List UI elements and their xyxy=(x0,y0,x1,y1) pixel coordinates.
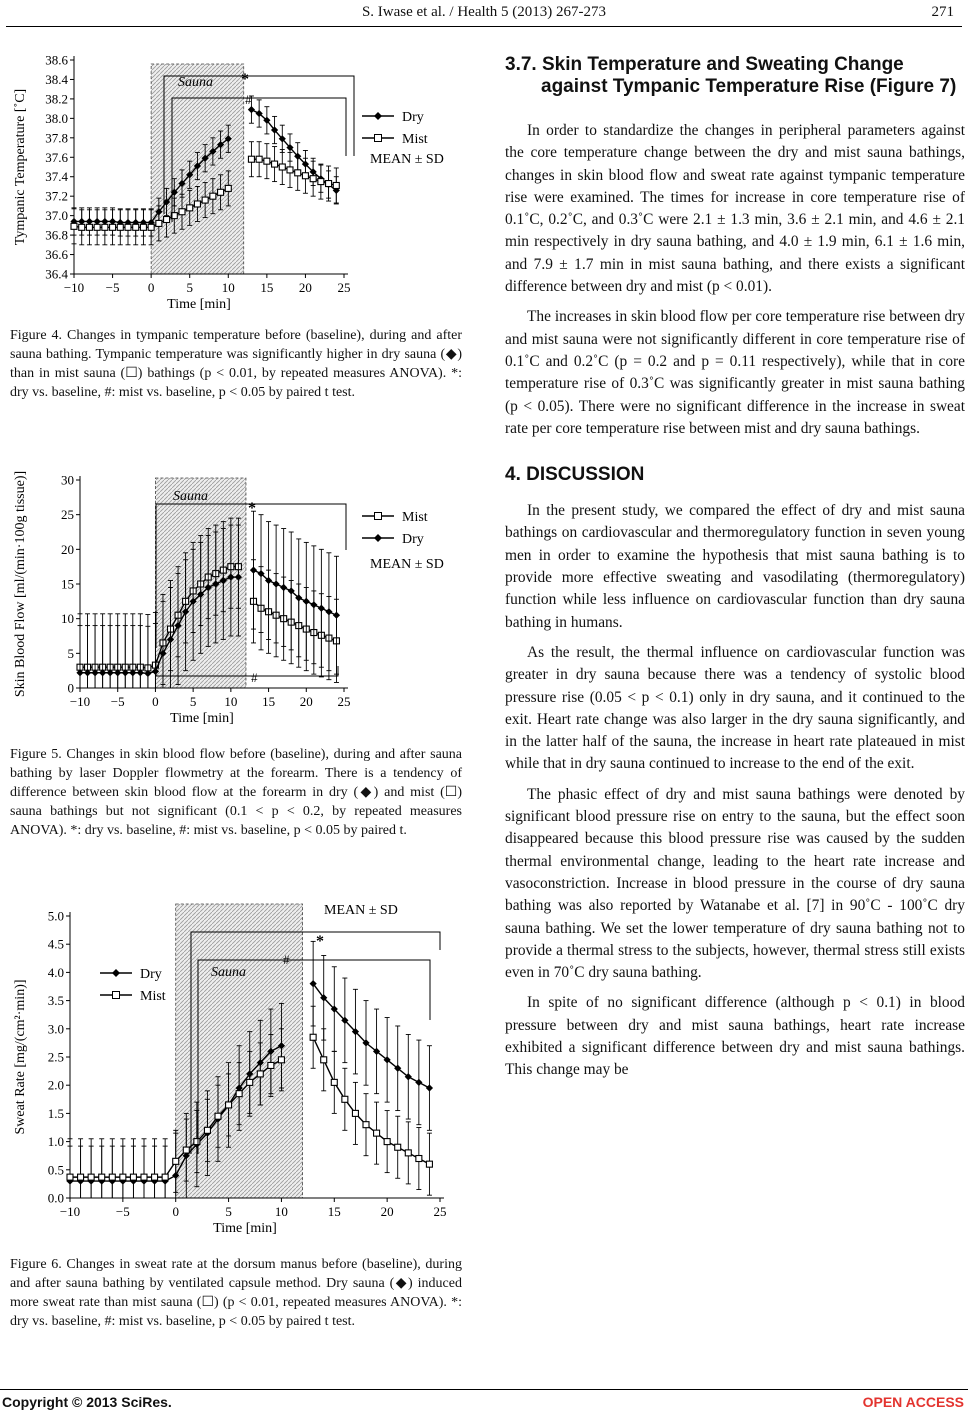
legend xyxy=(362,510,444,572)
legend-label: Mist xyxy=(140,989,166,1004)
data-point xyxy=(215,1113,221,1119)
x-tick-label: −10 xyxy=(63,280,85,295)
data-point xyxy=(125,224,131,230)
paragraph-discussion-2: As the result, the thermal influence on cardiovascular function was greater in dry sauna because there was a tendency of systolic blood pressure rise (0.05 < p < 0.1) only in dry sauna, and it continued to the exit. Heart rate change was also larger in the dry sauna significantly, and in the latter half of the sauna, the increase in heart rate plateaued in mist while that in dry sauna continued to increase to the end of the exit. xyxy=(505,643,965,773)
figure-5 xyxy=(8,460,468,732)
x-tick-label: 25 xyxy=(337,280,351,295)
header-rule xyxy=(6,26,962,27)
data-point xyxy=(325,608,332,615)
data-point xyxy=(268,1062,274,1068)
x-tick-label: 5 xyxy=(225,1204,232,1219)
x-axis-label: Time [min] xyxy=(167,297,231,312)
data-point xyxy=(405,1150,411,1156)
x-tick-label: 5 xyxy=(186,280,193,295)
data-point xyxy=(326,181,332,187)
figure-6 xyxy=(8,884,468,1246)
data-point xyxy=(194,1139,200,1145)
paragraph-3-7-b: The increases in skin blood flow per core temperature rise between dry and mist sauna were not significantly different in core temperature rise of 0.1˚C and 0.2˚C (p = 0.2 and p = 0.11 respectively), while that in core temperature rise of 0.3˚C was significantly greater in mist sauna bathing (p < 0.05). There were no significant difference in the increase in sweat rate per core temperature rise between mist and dry sauna bathings. xyxy=(505,308,965,437)
data-point xyxy=(236,1091,242,1097)
data-point xyxy=(318,179,324,185)
x-axis-label: Time [min] xyxy=(213,1221,277,1236)
y-tick-label: 5.0 xyxy=(47,908,64,924)
y-tick-label: 30 xyxy=(61,472,74,488)
section-3-7-title: 3.7. Skin Temperature and Sweating Change against Tympanic Temperature Rise (Figure 7) xyxy=(505,54,957,97)
data-point xyxy=(333,612,340,619)
y-tick-label: 20 xyxy=(61,541,74,557)
data-point xyxy=(415,1079,422,1086)
data-point xyxy=(302,173,308,179)
x-axis-label: Time [min] xyxy=(170,711,234,726)
data-point xyxy=(156,220,162,226)
data-point xyxy=(120,1174,126,1180)
y-tick-label: 3.0 xyxy=(47,1021,64,1037)
data-point xyxy=(321,1057,327,1063)
annotation-hash: # xyxy=(245,92,252,107)
data-point xyxy=(133,224,139,230)
legend-marker xyxy=(375,513,382,520)
data-point xyxy=(141,1174,147,1180)
data-point xyxy=(79,224,85,230)
legend-marker xyxy=(375,135,382,142)
legend-mean-sd: MEAN ± SD xyxy=(324,903,398,918)
data-point xyxy=(416,1156,422,1162)
x-tick-label: 10 xyxy=(274,1204,288,1219)
data-point xyxy=(426,1084,433,1091)
legend-marker xyxy=(374,534,382,542)
y-tick-label: 37.6 xyxy=(45,149,68,165)
data-point xyxy=(395,1144,401,1150)
y-axis-label: Skin Blood Flow [ml/(min·100g tissue)] xyxy=(13,470,28,698)
x-tick-label: 20 xyxy=(299,694,313,709)
annotation-star: * xyxy=(248,500,256,517)
figure-4-caption: Figure 4. Changes in tympanic temperature before (baseline), during and after sauna bathing. Tympanic temperature was significantly higher in dry sauna (◆) than in mist sauna (☐) bathings (p < 0.01, by repeated measures ANOVA). *: dry vs. baseline, #: mist vs. baseline, p < 0.05 by paired t test. xyxy=(10,328,462,400)
data-point xyxy=(272,161,278,167)
y-axis-label: Sweat Rate [mg/(cm²·min)] xyxy=(13,979,28,1135)
data-point xyxy=(164,217,170,223)
legend-label: Dry xyxy=(402,532,424,547)
x-tick-label: 0 xyxy=(147,280,155,295)
sauna-label: Sauna xyxy=(211,965,246,980)
data-point xyxy=(310,601,317,608)
data-point xyxy=(331,1079,337,1085)
data-point xyxy=(225,185,231,191)
data-point xyxy=(179,209,185,215)
footer-rule xyxy=(0,1389,968,1390)
data-point xyxy=(363,1122,369,1128)
x-tick-label: 0 xyxy=(172,1204,179,1219)
data-point xyxy=(152,1174,158,1180)
y-tick-label: 38.4 xyxy=(45,71,68,87)
data-point xyxy=(117,224,123,230)
legend-label: Mist xyxy=(402,510,428,525)
data-point xyxy=(280,584,287,591)
y-tick-label: 38.2 xyxy=(45,91,68,107)
data-point xyxy=(374,1130,380,1136)
data-point xyxy=(264,158,270,164)
paragraph-discussion-3: The phasic effect of dry and mist sauna bathings were denoted by significant blood pressure rise on entry to the sauna, but the effect soon disappeared because this blood pressure rise was caused by the sudden thermal environmental change, leading to the heart rate increase and vasoconstriction. Increase in blood pressure in the course of dry sauna bathing was also reported by Watanabe et al. [7] in 90˚C - 100˚C dry sauna bathing. We set the lower temperature of dry sauna bathing not to provide a thermal stress to the subjects, however, thermal stress still exists even in 70˚C dry sauna bathing. xyxy=(505,785,965,982)
y-tick-label: 0.0 xyxy=(47,1190,64,1206)
x-tick-label: 25 xyxy=(433,1204,447,1219)
x-tick-label: 10 xyxy=(224,694,238,709)
x-tick-label: 5 xyxy=(189,694,197,709)
data-point xyxy=(273,580,280,587)
x-tick-label: 0 xyxy=(152,694,159,709)
annotation-star: * xyxy=(316,933,324,950)
figure-5-caption: Figure 5. Changes in skin blood flow before (baseline), during and after sauna bathing by laser Doppler flowmetry at the forearm. There is a tendency of difference between skin blood flow at the forearm in dry (◆) and mist (☐) sauna bathings but not significant (0.1 < p < 0.2, by repeated measures ANOVA). *: dry vs. baseline, #: mist vs. baseline, p < 0.05 by paired t. xyxy=(10,747,462,838)
x-tick-label: 15 xyxy=(327,1204,341,1219)
series-line xyxy=(313,1037,429,1164)
annotation-hash: # xyxy=(283,952,290,967)
x-tick-label: 20 xyxy=(298,280,312,295)
data-point xyxy=(202,197,208,203)
y-tick-label: 1.5 xyxy=(47,1105,64,1121)
x-tick-label: 15 xyxy=(262,694,276,709)
legend-label: Mist xyxy=(402,132,428,147)
legend-marker xyxy=(113,992,120,999)
y-tick-label: 2.5 xyxy=(47,1049,64,1065)
data-point xyxy=(352,1110,358,1116)
paragraph-discussion-4: In spite of no significant difference (although p < 0.1) in blood pressure between dry and mist sauna bathings, heart rate increase exhibited a significant difference between dry and mist sauna bathings. This change may be xyxy=(505,994,965,1079)
sauna-label: Sauna xyxy=(173,489,208,504)
data-point xyxy=(248,156,254,162)
figure-6-caption: Figure 6. Changes in sweat rate at the dorsum manus before (baseline), during and after sauna bathing by ventilated capsule method. Dry sauna (◆) induced more sweat rate than mist sauna (☐) (p < 0.01, repeated measures ANOVA). *: dry vs. baseline, #: mist vs. baseline, p < 0.05 by paired t test. xyxy=(10,1257,462,1329)
y-tick-label: 37.2 xyxy=(45,188,68,204)
data-point xyxy=(342,1096,348,1102)
y-tick-label: 25 xyxy=(61,507,74,523)
data-point xyxy=(173,1158,179,1164)
y-tick-label: 1.0 xyxy=(47,1134,64,1150)
y-tick-label: 38.0 xyxy=(45,110,68,126)
data-point xyxy=(194,201,200,207)
annotation-hash: # xyxy=(251,670,258,685)
legend-marker xyxy=(112,969,120,977)
data-point xyxy=(333,182,339,188)
series-line xyxy=(313,984,429,1088)
data-point xyxy=(187,205,193,211)
data-point xyxy=(426,1161,432,1167)
data-point xyxy=(318,605,325,612)
data-point xyxy=(278,1057,284,1063)
data-point xyxy=(287,167,293,173)
y-tick-label: 37.8 xyxy=(45,130,68,146)
copyright: Copyright © 2013 SciRes. xyxy=(2,1394,172,1410)
data-point xyxy=(67,1174,73,1180)
figure-4 xyxy=(8,46,468,322)
x-tick-label: −5 xyxy=(110,694,125,709)
data-point xyxy=(248,106,255,113)
open-access-label: OPEN ACCESS xyxy=(862,1394,964,1410)
data-point xyxy=(102,224,108,230)
y-tick-label: 15 xyxy=(61,576,74,592)
data-point xyxy=(303,598,310,605)
legend-mean-sd: MEAN ± SD xyxy=(370,152,444,167)
data-point xyxy=(204,1127,210,1133)
page-number: 271 xyxy=(931,4,954,20)
y-tick-label: 37.4 xyxy=(45,169,68,185)
sauna-label: Sauna xyxy=(178,75,213,90)
y-tick-label: 36.8 xyxy=(45,227,68,243)
data-point xyxy=(88,1174,94,1180)
data-point xyxy=(130,1174,136,1180)
data-point xyxy=(71,223,77,229)
data-point xyxy=(94,224,100,230)
annotation-star: * xyxy=(241,71,249,88)
data-point xyxy=(310,1034,316,1040)
y-tick-label: 0.5 xyxy=(47,1162,64,1178)
x-tick-label: −10 xyxy=(59,1204,81,1219)
y-tick-label: 3.5 xyxy=(47,993,64,1009)
data-point xyxy=(218,189,224,195)
y-tick-label: 38.6 xyxy=(45,52,68,68)
section-4-title: 4. DISCUSSION xyxy=(505,464,645,486)
x-tick-label: −10 xyxy=(69,694,91,709)
x-tick-label: 10 xyxy=(221,280,235,295)
data-point xyxy=(226,1102,232,1108)
legend xyxy=(362,110,444,167)
data-point xyxy=(250,567,257,574)
y-tick-label: 0 xyxy=(67,680,74,696)
paragraph-3-7-a: In order to standardize the changes in peripheral parameters against the core temperature change between the dry and mist sauna bathings, changes in skin blood flow and sweat rate against tympanic temperature rise were examined. The times for increase in core temperature rise of 0.1˚C, 0.2˚C, and 0.3˚C were 2.1 ± 1.3 min, 3.6 ± 2.1 min, and 4.6 ± 2.1 min respectively in dry sauna bathing, and 4.0 ± 1.9 min, 6.1 ± 1.6 min, and 7.9 ± 1.7 min in mist sauna bathing, and there exists a significant difference between dry and mist (p < 0.01). xyxy=(505,122,965,296)
data-point xyxy=(86,224,92,230)
x-tick-label: 25 xyxy=(337,694,351,709)
running-head: S. Iwase et al. / Health 5 (2013) 267-273 xyxy=(361,4,607,20)
data-point xyxy=(99,1174,105,1180)
y-axis-label: Tympanic Temperature [˚C] xyxy=(13,88,28,246)
figure-5-chart xyxy=(8,460,468,732)
figure-6-chart xyxy=(8,884,468,1246)
right-column xyxy=(505,54,965,1090)
data-point xyxy=(279,164,285,170)
x-tick-label: −5 xyxy=(115,1204,130,1219)
y-tick-label: 10 xyxy=(61,611,74,627)
figure-4-chart xyxy=(8,46,468,322)
data-point xyxy=(162,1174,168,1180)
legend-label: Dry xyxy=(140,967,162,982)
data-point xyxy=(295,170,301,176)
legend-label: Dry xyxy=(402,110,424,125)
y-tick-label: 36.6 xyxy=(45,247,68,263)
x-tick-label: 20 xyxy=(380,1204,394,1219)
y-tick-label: 4.0 xyxy=(47,964,64,980)
data-point xyxy=(110,224,116,230)
y-tick-label: 5 xyxy=(67,645,74,661)
data-point xyxy=(256,156,262,162)
y-tick-label: 37.0 xyxy=(45,208,68,224)
data-point xyxy=(109,1174,115,1180)
data-point xyxy=(78,1174,84,1180)
data-point xyxy=(183,1147,189,1153)
legend-mean-sd: MEAN ± SD xyxy=(370,557,444,572)
data-point xyxy=(247,1079,253,1085)
data-point xyxy=(140,224,146,230)
x-tick-label: −5 xyxy=(105,280,120,295)
data-point xyxy=(210,193,216,199)
legend-marker xyxy=(374,112,382,120)
data-point xyxy=(148,224,154,230)
data-point xyxy=(310,176,316,182)
x-tick-label: 15 xyxy=(260,280,274,295)
y-tick-label: 36.4 xyxy=(45,266,68,282)
data-point xyxy=(384,1139,390,1145)
data-point xyxy=(257,1071,263,1077)
paragraph-discussion-1: In the present study, we compared the effect of dry and mist sauna bathings on cardiovascular and thermoregulatory function in seven young men in order to examine the hypothesis that mist sauna bathing is to provide more effective sweating and vasodilating (thermoregulatory) function while less influence on cardiovascular function than dry sauna bathing in humans. xyxy=(505,502,965,631)
y-tick-label: 2.0 xyxy=(47,1077,64,1093)
y-tick-label: 4.5 xyxy=(47,936,64,952)
